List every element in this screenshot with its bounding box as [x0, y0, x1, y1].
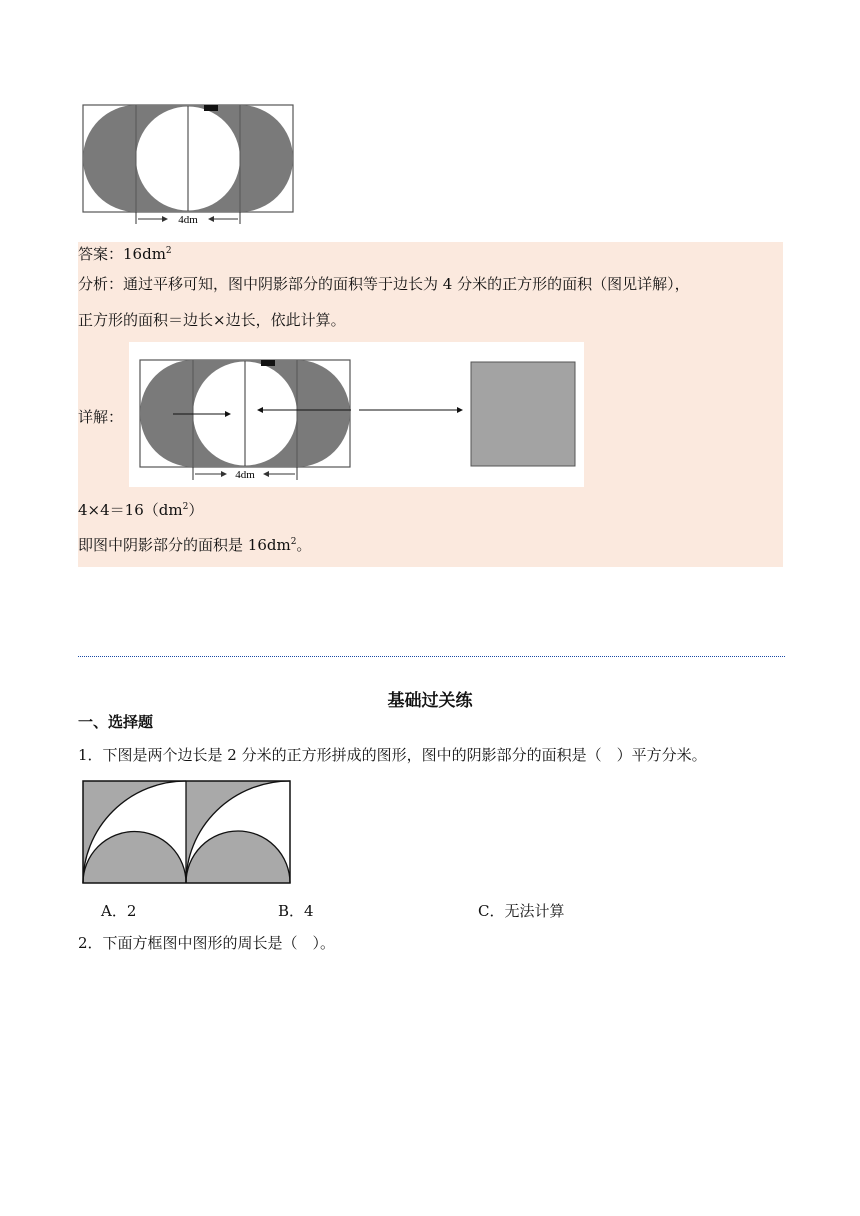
detail-figure — [129, 342, 584, 487]
answer-block — [78, 242, 783, 567]
option-a[interactable]: A．2 — [101, 902, 137, 920]
calc-sup: 2 — [182, 502, 189, 512]
answer-line — [78, 243, 172, 265]
calc-line — [78, 499, 203, 521]
question-1-figure — [82, 780, 292, 886]
detail-figure-label: 4dm — [235, 469, 255, 481]
question-1-figure-drawing — [82, 780, 292, 886]
option-c[interactable]: C．无法计算 — [478, 902, 565, 920]
calc-text: 4×4＝16（dm — [78, 501, 183, 519]
conclusion-line — [78, 534, 311, 556]
top-figure-label: 4dm — [178, 214, 198, 226]
answer-text: 答案：16dm — [78, 245, 166, 263]
question-2-text: 2．下面方框图中图形的周长是（ ）。 — [78, 934, 336, 952]
section-divider — [78, 656, 785, 657]
section-title: 基础过关练 — [387, 691, 473, 711]
conclusion-text: 即图中阴影部分的面积是 16dm — [78, 536, 291, 554]
conclusion-suffix: 。 — [296, 536, 312, 554]
question-1-text: 1．下图是两个边长是 2 分米的正方形拼成的图形，图中的阴影部分的面积是（ ）平方分米。 — [78, 746, 707, 764]
analysis-line-1: 分析：通过平移可知，图中阴影部分的面积等于边长为 4 分米的正方形的面积（图见详解）， — [78, 275, 690, 293]
option-b[interactable]: B．4 — [278, 902, 314, 920]
answer-sup: 2 — [165, 246, 172, 256]
top-figure-drawing — [82, 104, 294, 228]
top-figure — [82, 104, 294, 228]
calc-suffix: ） — [188, 501, 204, 519]
detail-figure-drawing — [129, 342, 584, 487]
conclusion-sup: 2 — [290, 537, 297, 547]
detail-label: 详解： — [78, 408, 124, 426]
analysis-line-2: 正方形的面积＝边长×边长，依此计算。 — [78, 311, 346, 329]
section-subtitle: 一、选择题 — [78, 713, 154, 731]
